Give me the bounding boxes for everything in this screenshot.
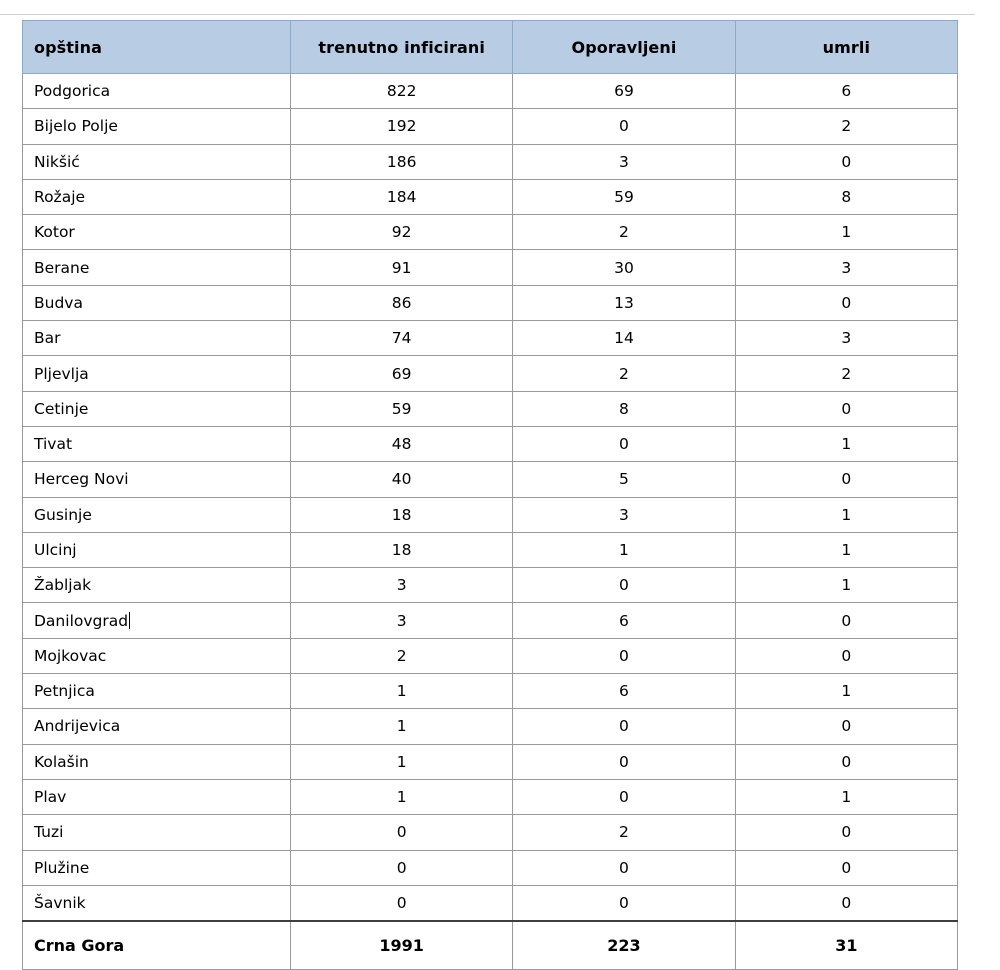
cell-infected: 91 [291,250,513,285]
column-header-municipality: opština [23,21,291,74]
cell-recovered: 0 [513,744,735,779]
cell-dead: 1 [735,568,957,603]
cell-recovered: 6 [513,674,735,709]
table-row [23,285,958,320]
cell-infected: 822 [291,74,513,109]
cell-infected: 69 [291,356,513,391]
table-row [23,885,958,921]
table-row-editing [23,603,958,638]
cell-municipality: Mojkovac [23,638,291,673]
cell-recovered: 2 [513,815,735,850]
table-row [23,674,958,709]
cell-dead: 1 [735,215,957,250]
cell-dead: 6 [735,74,957,109]
cell-dead: 1 [735,779,957,814]
cell-dead: 0 [735,638,957,673]
cell-municipality: Berane [23,250,291,285]
cell-infected: 0 [291,885,513,921]
cell-infected: 186 [291,144,513,179]
cell-infected: 40 [291,462,513,497]
cell-dead: 1 [735,497,957,532]
table-row [23,179,958,214]
cell-infected: 0 [291,815,513,850]
table-row [23,144,958,179]
cell-municipality: Šavnik [23,885,291,921]
cell-dead: 0 [735,603,957,638]
cell-dead: 8 [735,179,957,214]
cell-municipality: Tivat [23,426,291,461]
cell-total-infected: 1991 [291,921,513,970]
cell-municipality: Plav [23,779,291,814]
cell-infected: 192 [291,109,513,144]
cell-dead: 2 [735,109,957,144]
cell-infected: 1 [291,779,513,814]
cell-municipality: Gusinje [23,497,291,532]
table-body [23,74,958,970]
cell-dead: 0 [735,744,957,779]
table-row [23,391,958,426]
table-row [23,568,958,603]
cell-infected: 1 [291,744,513,779]
cell-dead: 0 [735,285,957,320]
cell-municipality: Bijelo Polje [23,109,291,144]
cell-recovered: 13 [513,285,735,320]
cell-municipality-editing[interactable] [23,603,291,638]
cell-total-dead: 31 [735,921,957,970]
cell-dead: 1 [735,426,957,461]
cell-total-recovered: 223 [513,921,735,970]
cell-municipality: Žabljak [23,568,291,603]
cell-dead: 0 [735,144,957,179]
cell-recovered: 2 [513,356,735,391]
cell-municipality: Rožaje [23,179,291,214]
cell-recovered: 0 [513,568,735,603]
table-row [23,709,958,744]
cell-infected: 3 [291,568,513,603]
cell-recovered: 6 [513,603,735,638]
cell-municipality: Kotor [23,215,291,250]
cell-recovered: 1 [513,532,735,567]
column-header-recovered: Oporavljeni [513,21,735,74]
cell-municipality: Podgorica [23,74,291,109]
cell-municipality: Petnjica [23,674,291,709]
table-row [23,215,958,250]
cell-recovered: 5 [513,462,735,497]
cell-infected: 48 [291,426,513,461]
table-row [23,532,958,567]
cell-recovered: 0 [513,109,735,144]
cell-dead: 2 [735,356,957,391]
cell-municipality: Plužine [23,850,291,885]
cell-recovered: 30 [513,250,735,285]
cell-recovered: 3 [513,497,735,532]
cell-recovered: 0 [513,885,735,921]
cell-dead: 0 [735,391,957,426]
table-row [23,250,958,285]
table-row [23,638,958,673]
cell-municipality: Herceg Novi [23,462,291,497]
table-row [23,462,958,497]
table-row [23,321,958,356]
cell-dead: 3 [735,321,957,356]
table-total-row [23,921,958,970]
cell-infected: 2 [291,638,513,673]
cell-municipality: Kolašin [23,744,291,779]
top-divider [0,14,975,15]
cell-recovered: 0 [513,850,735,885]
cell-infected: 18 [291,497,513,532]
cell-recovered: 14 [513,321,735,356]
cell-infected: 3 [291,603,513,638]
cell-dead: 1 [735,532,957,567]
table-row [23,74,958,109]
cell-infected: 59 [291,391,513,426]
cell-infected: 92 [291,215,513,250]
cell-dead: 3 [735,250,957,285]
cell-recovered: 8 [513,391,735,426]
table-row [23,497,958,532]
table-row [23,356,958,391]
covid-table-container [22,20,957,970]
cell-recovered: 3 [513,144,735,179]
cell-infected: 86 [291,285,513,320]
cell-municipality: Tuzi [23,815,291,850]
cell-total-label: Crna Gora [23,921,291,970]
cell-municipality: Cetinje [23,391,291,426]
covid-statistics-table [22,20,958,970]
cell-text: Danilovgrad [34,611,129,630]
cell-dead: 0 [735,815,957,850]
cell-infected: 1 [291,674,513,709]
table-row [23,850,958,885]
cell-infected: 18 [291,532,513,567]
cell-municipality: Ulcinj [23,532,291,567]
cell-municipality: Nikšić [23,144,291,179]
cell-recovered: 0 [513,709,735,744]
cell-dead: 0 [735,709,957,744]
cell-infected: 0 [291,850,513,885]
cell-municipality: Pljevlja [23,356,291,391]
cell-infected: 184 [291,179,513,214]
cell-recovered: 59 [513,179,735,214]
column-header-currently-infected: trenutno inficirani [291,21,513,74]
cell-infected: 1 [291,709,513,744]
column-header-deceased: umrli [735,21,957,74]
cell-dead: 1 [735,674,957,709]
cell-recovered: 0 [513,426,735,461]
table-row [23,779,958,814]
table-row [23,744,958,779]
cell-dead: 0 [735,850,957,885]
cell-recovered: 0 [513,779,735,814]
table-row [23,426,958,461]
header-row [23,21,958,74]
cell-recovered: 2 [513,215,735,250]
cell-infected: 74 [291,321,513,356]
cell-dead: 0 [735,885,957,921]
text-cursor [129,612,130,629]
table-header [23,21,958,74]
cell-recovered: 0 [513,638,735,673]
table-row [23,815,958,850]
cell-municipality: Bar [23,321,291,356]
cell-municipality: Andrijevica [23,709,291,744]
cell-dead: 0 [735,462,957,497]
cell-recovered: 69 [513,74,735,109]
cell-municipality: Budva [23,285,291,320]
table-row [23,109,958,144]
